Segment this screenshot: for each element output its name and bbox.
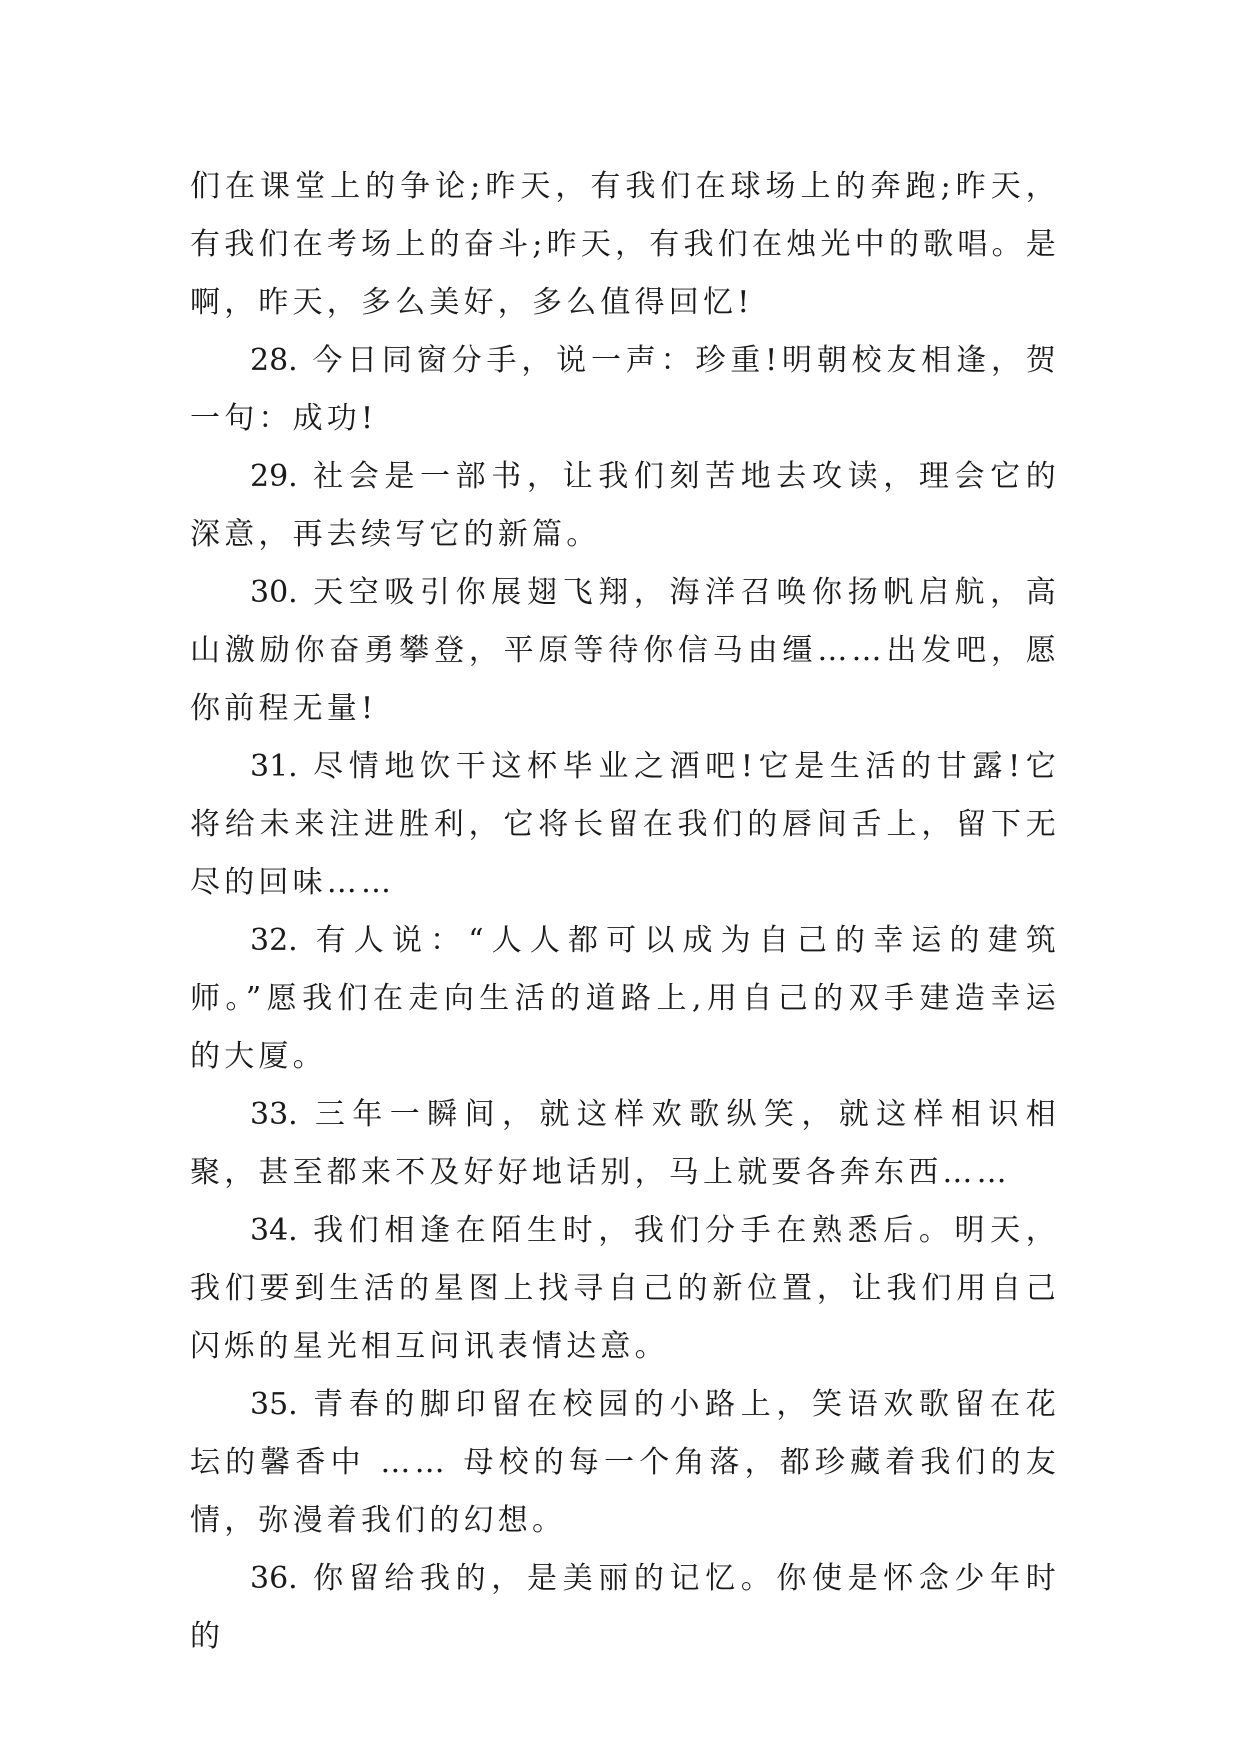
paragraph-34 [190,1202,1060,1376]
paragraph-number: 34. [250,1213,298,1248]
paragraph-text: 今日同窗分手，说一声：珍重!明朝校友相逢，贺一句：成功! [190,343,1060,436]
paragraph-text: 你留给我的，是美丽的记忆。你使是怀念少年时的 [190,1561,1060,1654]
paragraph-number: 35. [250,1387,298,1422]
document-body [190,158,1060,1666]
paragraph-28 [190,332,1060,448]
paragraph-35 [190,1376,1060,1550]
paragraph-continued [190,158,1060,332]
paragraph-text: 社会是一部书，让我们刻苦地去攻读，理会它的深意，再去续写它的新篇。 [190,459,1060,552]
paragraph-36 [190,1550,1060,1666]
paragraph-33 [190,1086,1060,1202]
paragraph-29 [190,448,1060,564]
paragraph-number: 30. [250,575,298,610]
paragraph-number: 33. [250,1097,298,1132]
paragraph-text: 天空吸引你展翅飞翔，海洋召唤你扬帆启航，高山激励你奋勇攀登，平原等待你信马由缰……出发吧，愿你前程无量! [190,575,1060,726]
paragraph-30 [190,564,1060,738]
paragraph-number: 36. [250,1561,298,1596]
paragraph-number: 32. [250,923,298,958]
paragraph-text: 我们相逢在陌生时，我们分手在熟悉后。明天，我们要到生活的星图上找寻自己的新位置，让我们用自己闪烁的星光相互问讯表情达意。 [190,1213,1060,1364]
paragraph-text: 尽情地饮干这杯毕业之酒吧!它是生活的甘露!它将给未来注进胜利，它将长留在我们的唇间舌上，留下无尽的回味…… [190,749,1060,900]
paragraph-32 [190,912,1060,1086]
paragraph-31 [190,738,1060,912]
paragraph-number: 31. [250,749,298,784]
paragraph-text: 有人说：“人人都可以成为自己的幸运的建筑师。”愿我们在走向生活的道路上,用自己的双手建造幸运的大厦。 [190,923,1060,1074]
paragraph-number: 29. [250,459,298,494]
paragraph-text: 三年一瞬间，就这样欢歌纵笑，就这样相识相聚，甚至都来不及好好地话别，马上就要各奔东西…… [190,1097,1060,1190]
paragraph-text: 们在课堂上的争论;昨天，有我们在球场上的奔跑;昨天，有我们在考场上的奋斗;昨天，有我们在烛光中的歌唱。是啊，昨天，多么美好，多么值得回忆! [190,169,1060,320]
paragraph-text: 青春的脚印留在校园的小路上，笑语欢歌留在花坛的馨香中 …… 母校的每一个角落，都珍藏着我们的友情，弥漫着我们的幻想。 [190,1387,1060,1538]
paragraph-number: 28. [250,343,298,378]
